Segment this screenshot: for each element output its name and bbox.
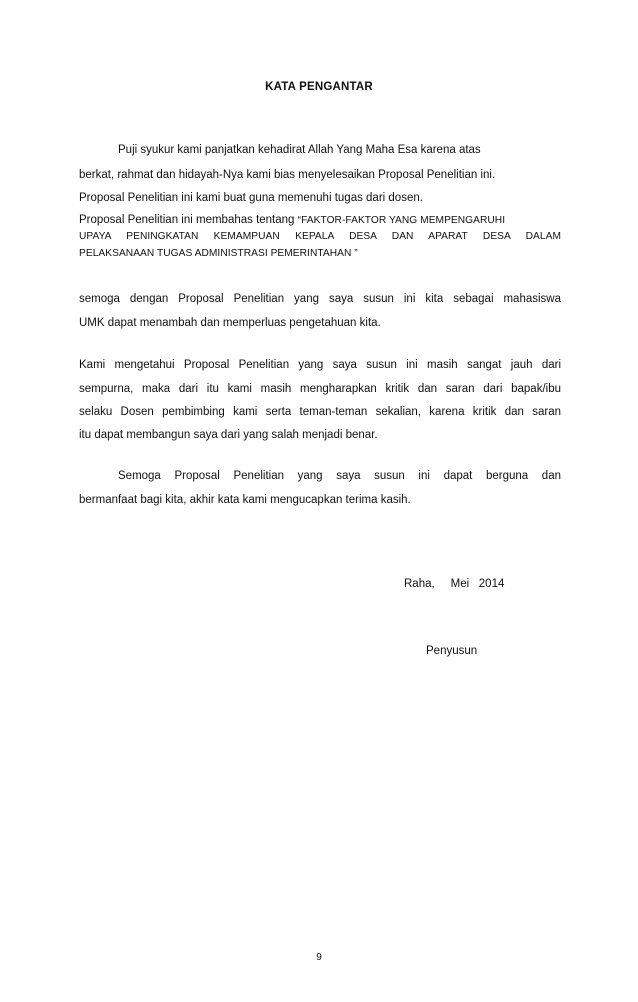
paragraph-1-line-5: UPAYA PENINGKATAN KEMAMPUAN KEPALA DESA DAN APARAT DESA DALAM bbox=[79, 231, 561, 242]
paragraph-1-line-6: PELAKSANAAN TUGAS ADMINISTRASI PEMERINTAHAN ” bbox=[79, 248, 358, 259]
paragraph-1-line-4-prefix: Proposal Penelitian ini membahas tentang bbox=[79, 214, 298, 226]
paragraph-1-line-4-caps: “FAKTOR-FAKTOR YANG MEMPENGARUHI bbox=[297, 215, 506, 226]
signature-author: Penyusun bbox=[426, 645, 478, 657]
paragraph-3-line-3: selaku Dosen pembimbing kami serta teman-teman sekalian, karena kritik dan saran bbox=[79, 406, 561, 418]
paragraph-3-line-1: Kami mengetahui Proposal Penelitian yang saya susun ini masih sangat jauh dari bbox=[79, 359, 561, 371]
paragraph-3-line-2: sempurna, maka dari itu kami masih mengharapkan kritik dan saran dari bapak/ibu bbox=[79, 383, 561, 395]
page-number: 9 bbox=[316, 952, 322, 963]
paragraph-1-line-3: Proposal Penelitian ini kami buat guna memenuhi tugas dari dosen. bbox=[79, 192, 423, 204]
page-title: KATA PENGANTAR bbox=[265, 81, 373, 93]
paragraph-1-line-1: Puji syukur kami panjatkan kehadirat Allah Yang Maha Esa karena atas bbox=[118, 144, 481, 156]
paragraph-1-line-4 bbox=[79, 213, 505, 228]
paragraph-1-line-2: berkat, rahmat dan hidayah-Nya kami bias menyelesaikan Proposal Penelitian ini. bbox=[79, 169, 496, 181]
paragraph-4-line-2: bermanfaat bagi kita, akhir kata kami mengucapkan terima kasih. bbox=[79, 494, 411, 506]
paragraph-2-line-1: semoga dengan Proposal Penelitian yang saya susun ini kita sebagai mahasiswa bbox=[79, 293, 561, 305]
paragraph-3-line-4: itu dapat membangun saya dari yang salah menjadi benar. bbox=[79, 429, 378, 441]
signature-place-date: Raha, Mei 2014 bbox=[404, 578, 505, 590]
paragraph-4-line-1: Semoga Proposal Penelitian yang saya susun ini dapat berguna dan bbox=[118, 470, 561, 482]
paragraph-2-line-2: UMK dapat menambah dan memperluas pengetahuan kita. bbox=[79, 317, 381, 329]
